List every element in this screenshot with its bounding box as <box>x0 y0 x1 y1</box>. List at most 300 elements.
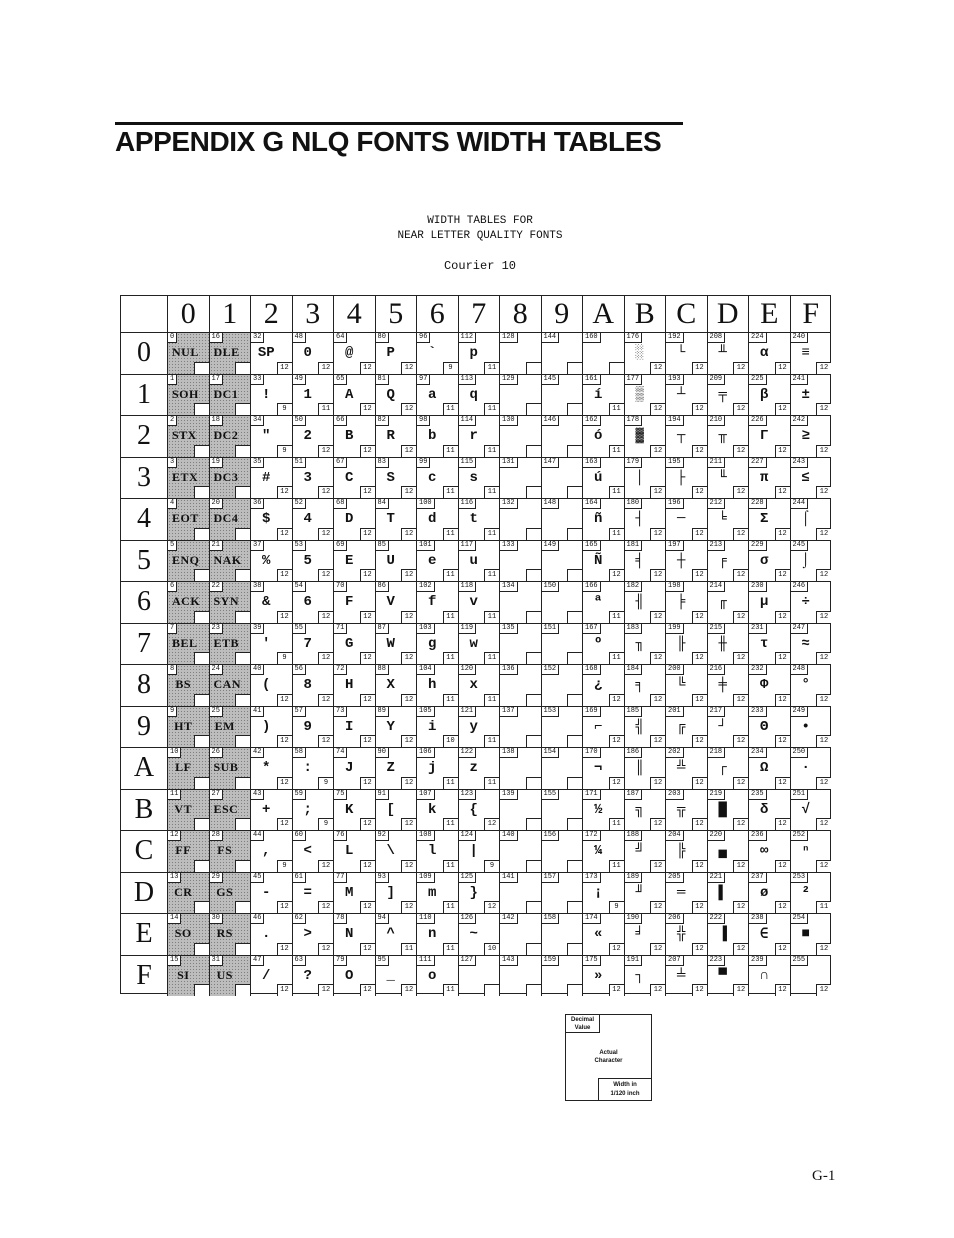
actual-character: SUB <box>213 760 239 774</box>
width-value: 11 <box>443 943 458 955</box>
width-value: 11 <box>484 445 499 457</box>
table-cell <box>790 913 832 955</box>
decimal-value: 33 <box>251 375 264 385</box>
actual-character: ═ <box>677 884 686 901</box>
decimal-value: 135 <box>500 624 518 634</box>
table-cell <box>167 913 209 955</box>
decimal-value: 210 <box>708 416 726 426</box>
actual-character: ╒ <box>718 552 727 569</box>
actual-character: " <box>262 428 271 444</box>
column-header: 5 <box>375 296 417 332</box>
table-cell <box>582 498 624 540</box>
table-cell <box>499 913 541 955</box>
width-value: 12 <box>733 735 748 747</box>
actual-character: ╦ <box>677 801 686 818</box>
decimal-value: 224 <box>749 333 767 343</box>
actual-character: 5 <box>303 552 312 569</box>
table-cell <box>292 913 334 955</box>
legend-decimal-line-2: Value <box>574 1025 591 1031</box>
actual-character: « <box>594 926 603 942</box>
table-cell <box>541 498 583 540</box>
table-cell <box>582 955 624 997</box>
width-value: 12 <box>692 569 707 581</box>
table-cell <box>458 623 500 665</box>
decimal-value: 248 <box>791 665 809 675</box>
actual-character: ┌ <box>718 760 727 776</box>
table-cell <box>375 872 417 914</box>
actual-character: FF <box>175 843 192 857</box>
width-value: 11 <box>443 818 458 830</box>
table-cell <box>790 498 832 540</box>
actual-character: • <box>801 718 810 735</box>
width-value: 12 <box>816 777 831 789</box>
table-cell <box>292 706 334 748</box>
column-header: 8 <box>499 296 541 332</box>
table-cell <box>790 830 832 872</box>
decimal-value: 251 <box>791 790 809 800</box>
table-cell <box>250 540 292 582</box>
table-cell <box>499 498 541 540</box>
table-cell <box>416 664 458 706</box>
decimal-value: 204 <box>666 831 684 841</box>
decimal-value: 82 <box>376 416 389 426</box>
table-cell <box>748 623 790 665</box>
decimal-value: 92 <box>376 831 389 841</box>
actual-character: r <box>469 428 478 444</box>
actual-character: 8 <box>303 677 312 693</box>
actual-character: BEL <box>172 635 198 650</box>
actual-character: ) <box>262 718 271 735</box>
width-value: 9 <box>443 362 458 374</box>
actual-character: BS <box>175 677 192 691</box>
width-value: 12 <box>609 984 624 996</box>
table-cell <box>250 498 292 540</box>
actual-character: SP <box>257 345 275 361</box>
width-value: 12 <box>692 694 707 706</box>
width-value: 12 <box>277 735 292 747</box>
width-value: 12 <box>816 569 831 581</box>
table-cell <box>333 457 375 499</box>
actual-character: : <box>303 760 312 776</box>
table-cell <box>209 332 251 374</box>
table-cell <box>499 332 541 374</box>
width-value <box>567 528 582 540</box>
decimal-value: 55 <box>293 624 306 634</box>
table-cell <box>167 374 209 416</box>
actual-character: ┐ <box>635 967 644 984</box>
actual-character: ¡ <box>594 884 603 901</box>
actual-character: [ <box>386 801 395 818</box>
column-header: 2 <box>250 296 292 332</box>
width-value: 11 <box>609 403 624 415</box>
decimal-value: 11 <box>168 790 181 800</box>
table-cell <box>167 540 209 582</box>
decimal-value: 38 <box>251 582 264 592</box>
width-value <box>567 611 582 623</box>
decimal-value: 7 <box>168 624 177 634</box>
width-value: 10 <box>443 735 458 747</box>
width-value <box>194 860 209 872</box>
width-value: 12 <box>775 694 790 706</box>
actual-character: ╟ <box>677 635 686 652</box>
width-value: 12 <box>733 652 748 664</box>
table-cell <box>748 664 790 706</box>
decimal-value: 116 <box>459 499 477 509</box>
table-cell <box>541 872 583 914</box>
actual-character: ⌠ <box>801 511 810 527</box>
table-cell <box>375 706 417 748</box>
actual-character: O <box>345 967 354 984</box>
table-cell <box>624 706 666 748</box>
actual-character: ^ <box>386 926 395 942</box>
table-cell <box>416 830 458 872</box>
width-value: 12 <box>692 362 707 374</box>
table-cell <box>624 913 666 955</box>
decimal-value: 100 <box>417 499 435 509</box>
decimal-value: 46 <box>251 914 264 924</box>
table-cell <box>624 332 666 374</box>
table-cell <box>582 830 624 872</box>
table-cell <box>624 872 666 914</box>
decimal-value: 89 <box>376 707 389 717</box>
actual-character: ETX <box>172 469 199 484</box>
column-header: 3 <box>292 296 334 332</box>
actual-character: f <box>428 594 437 610</box>
table-cell <box>748 498 790 540</box>
table-cell <box>250 955 292 997</box>
actual-character: w <box>469 635 478 652</box>
table-cell <box>707 872 749 914</box>
decimal-value: 107 <box>417 790 435 800</box>
actual-character: ┬ <box>677 428 686 444</box>
decimal-value: 61 <box>293 873 306 883</box>
table-cell <box>292 623 334 665</box>
decimal-value: 184 <box>625 665 643 675</box>
width-value <box>235 860 250 872</box>
actual-character: ╝ <box>635 843 644 859</box>
decimal-value: 26 <box>210 748 223 758</box>
decimal-value: 41 <box>251 707 264 717</box>
actual-character: , <box>262 843 271 859</box>
table-cell <box>375 623 417 665</box>
table-cell <box>582 913 624 955</box>
column-header: F <box>790 296 832 332</box>
decimal-value: 239 <box>749 956 767 966</box>
actual-character: } <box>469 884 478 901</box>
table-cell <box>790 332 832 374</box>
actual-character: β <box>760 386 769 403</box>
decimal-value: 144 <box>542 333 560 343</box>
decimal-value: 49 <box>293 375 306 385</box>
table-cell <box>416 747 458 789</box>
decimal-value: 153 <box>542 707 560 717</box>
width-value <box>194 445 209 457</box>
decimal-value: 75 <box>334 790 347 800</box>
decimal-value: 74 <box>334 748 347 758</box>
width-value <box>526 528 541 540</box>
table-cell <box>582 374 624 416</box>
actual-character: | <box>469 843 478 859</box>
decimal-value: 2 <box>168 416 177 426</box>
decimal-value: 226 <box>749 416 767 426</box>
decimal-value: 62 <box>293 914 306 924</box>
actual-character: ñ <box>594 511 603 527</box>
table-cell <box>499 457 541 499</box>
table-cell <box>167 498 209 540</box>
actual-character: . <box>262 926 271 942</box>
decimal-value: 194 <box>666 416 684 426</box>
decimal-value: 180 <box>625 499 643 509</box>
decimal-value: 5 <box>168 541 177 551</box>
table-cell <box>582 747 624 789</box>
actual-character: ╣ <box>635 718 644 735</box>
table-cell <box>541 664 583 706</box>
decimal-value: 220 <box>708 831 726 841</box>
decimal-value: 134 <box>500 582 518 592</box>
table-cell <box>624 498 666 540</box>
width-value <box>194 901 209 913</box>
decimal-value: 249 <box>791 707 809 717</box>
decimal-value: 167 <box>583 624 601 634</box>
actual-character: A <box>345 386 354 403</box>
decimal-value: 56 <box>293 665 306 675</box>
row-header: 0 <box>121 332 167 374</box>
width-value: 12 <box>318 486 333 498</box>
table-cell <box>665 706 707 748</box>
actual-character: Φ <box>760 677 769 693</box>
table-cell <box>250 415 292 457</box>
width-value <box>526 694 541 706</box>
actual-character: 9 <box>303 718 312 735</box>
width-value: 11 <box>484 611 499 623</box>
actual-character: ▐ <box>718 926 727 942</box>
decimal-value: 159 <box>542 956 560 966</box>
width-value: 12 <box>692 860 707 872</box>
width-value <box>567 486 582 498</box>
actual-character: █ <box>718 801 727 818</box>
decimal-value: 234 <box>749 748 767 758</box>
table-cell <box>499 789 541 831</box>
actual-character: 3 <box>303 469 312 486</box>
width-value: 12 <box>650 362 665 374</box>
width-value: 12 <box>650 403 665 415</box>
width-value: 12 <box>277 362 292 374</box>
actual-character: EM <box>214 718 235 733</box>
actual-character: ╩ <box>677 760 686 776</box>
table-cell <box>458 955 500 997</box>
width-value: 12 <box>609 694 624 706</box>
width-value <box>235 445 250 457</box>
width-value <box>567 860 582 872</box>
decimal-value: 206 <box>666 914 684 924</box>
decimal-value: 197 <box>666 541 684 551</box>
width-value: 12 <box>318 362 333 374</box>
decimal-value: 104 <box>417 665 435 675</box>
decimal-value: 182 <box>625 582 643 592</box>
table-cell <box>333 664 375 706</box>
decimal-value: 168 <box>583 665 601 675</box>
actual-character: STX <box>172 428 197 442</box>
decimal-value: 69 <box>334 541 347 551</box>
width-value: 12 <box>401 860 416 872</box>
decimal-value: 154 <box>542 748 560 758</box>
actual-character: CR <box>174 884 193 899</box>
decimal-value: 84 <box>376 499 389 509</box>
actual-character: ░ <box>635 345 644 361</box>
width-value <box>235 652 250 664</box>
actual-character: i <box>428 718 437 735</box>
decimal-value: 229 <box>749 541 767 551</box>
table-cell <box>541 789 583 831</box>
actual-character: d <box>428 511 437 527</box>
width-value: 12 <box>318 943 333 955</box>
actual-character: N <box>345 926 354 942</box>
table-cell <box>375 374 417 416</box>
table-cell <box>499 374 541 416</box>
table-cell <box>665 830 707 872</box>
width-value: 12 <box>816 362 831 374</box>
actual-character: W <box>386 635 395 652</box>
table-cell <box>250 374 292 416</box>
decimal-value: 214 <box>708 582 726 592</box>
decimal-value: 115 <box>459 458 477 468</box>
actual-character: NAK <box>213 552 242 567</box>
table-cell <box>375 540 417 582</box>
width-value <box>235 362 250 374</box>
width-value: 11 <box>609 611 624 623</box>
actual-character: ó <box>594 428 603 444</box>
actual-character: ¬ <box>594 760 603 776</box>
width-value: 12 <box>733 445 748 457</box>
actual-character: M <box>345 884 354 901</box>
decimal-value: 20 <box>210 499 223 509</box>
actual-character: * <box>262 760 271 776</box>
width-value: 12 <box>816 652 831 664</box>
decimal-value: 28 <box>210 831 223 841</box>
width-value: 11 <box>443 528 458 540</box>
actual-character: ½ <box>594 801 603 818</box>
width-value: 12 <box>775 818 790 830</box>
table-cell <box>582 415 624 457</box>
row-header: D <box>121 872 167 914</box>
width-value: 12 <box>816 818 831 830</box>
table-cell <box>416 872 458 914</box>
actual-character: · <box>801 760 810 776</box>
actual-character: l <box>428 843 437 859</box>
actual-character: k <box>428 801 437 818</box>
width-value: 12 <box>650 984 665 996</box>
column-header: 7 <box>458 296 500 332</box>
table-cell <box>499 747 541 789</box>
actual-character: ± <box>801 386 810 403</box>
width-value: 11 <box>484 486 499 498</box>
width-value: 12 <box>318 694 333 706</box>
actual-character: j <box>428 760 437 776</box>
legend-width-line-2: 1/120 inch <box>610 1091 640 1097</box>
width-value: 11 <box>443 652 458 664</box>
table-cell <box>748 747 790 789</box>
table-cell <box>582 872 624 914</box>
width-value: 12 <box>775 735 790 747</box>
decimal-value: 196 <box>666 499 684 509</box>
width-value: 9 <box>277 860 292 872</box>
actual-character: DC3 <box>213 469 239 484</box>
decimal-value: 111 <box>417 956 435 966</box>
width-value: 12 <box>775 901 790 913</box>
table-cell <box>458 913 500 955</box>
width-value: 12 <box>816 694 831 706</box>
decimal-value: 227 <box>749 458 767 468</box>
width-value <box>235 694 250 706</box>
decimal-value: 236 <box>749 831 767 841</box>
width-value <box>567 445 582 457</box>
actual-character: 4 <box>303 511 312 527</box>
table-cell <box>707 457 749 499</box>
width-value: 12 <box>401 652 416 664</box>
actual-character: G <box>345 635 354 652</box>
actual-character: g <box>428 635 437 652</box>
actual-character: ╬ <box>677 926 686 942</box>
table-cell <box>209 955 251 997</box>
width-value: 12 <box>733 901 748 913</box>
table-cell <box>375 789 417 831</box>
decimal-value: 222 <box>708 914 726 924</box>
width-value: 12 <box>692 818 707 830</box>
table-cell <box>375 457 417 499</box>
decimal-value: 73 <box>334 707 347 717</box>
decimal-value: 85 <box>376 541 389 551</box>
table-cell <box>250 706 292 748</box>
table-cell <box>707 332 749 374</box>
decimal-value: 189 <box>625 873 643 883</box>
actual-character: ° <box>801 677 810 693</box>
table-cell <box>209 540 251 582</box>
table-cell <box>541 747 583 789</box>
table-cell <box>665 332 707 374</box>
decimal-value: 0 <box>168 333 177 343</box>
actual-character: ≤ <box>801 469 810 486</box>
width-value: 12 <box>360 694 375 706</box>
decimal-value: 36 <box>251 499 264 509</box>
width-value: 9 <box>318 777 333 789</box>
table-cell <box>707 706 749 748</box>
width-value: 12 <box>650 694 665 706</box>
decimal-value: 101 <box>417 541 435 551</box>
decimal-value: 72 <box>334 665 347 675</box>
width-value: 11 <box>484 403 499 415</box>
table-cell <box>624 664 666 706</box>
width-value: 12 <box>360 362 375 374</box>
table-cell <box>333 374 375 416</box>
width-value: 12 <box>318 735 333 747</box>
row-header: 4 <box>121 498 167 540</box>
decimal-value: 128 <box>500 333 518 343</box>
width-value: 11 <box>609 528 624 540</box>
width-value: 11 <box>443 403 458 415</box>
actual-character: ╨ <box>718 345 727 361</box>
width-value: 12 <box>733 486 748 498</box>
width-value <box>526 652 541 664</box>
table-cell <box>292 415 334 457</box>
width-value: 12 <box>360 777 375 789</box>
decimal-value: 164 <box>583 499 601 509</box>
table-cell <box>541 332 583 374</box>
table-cell <box>541 830 583 872</box>
width-value: 12 <box>692 403 707 415</box>
table-cell <box>250 789 292 831</box>
table-cell <box>209 457 251 499</box>
decimal-value: 200 <box>666 665 684 675</box>
